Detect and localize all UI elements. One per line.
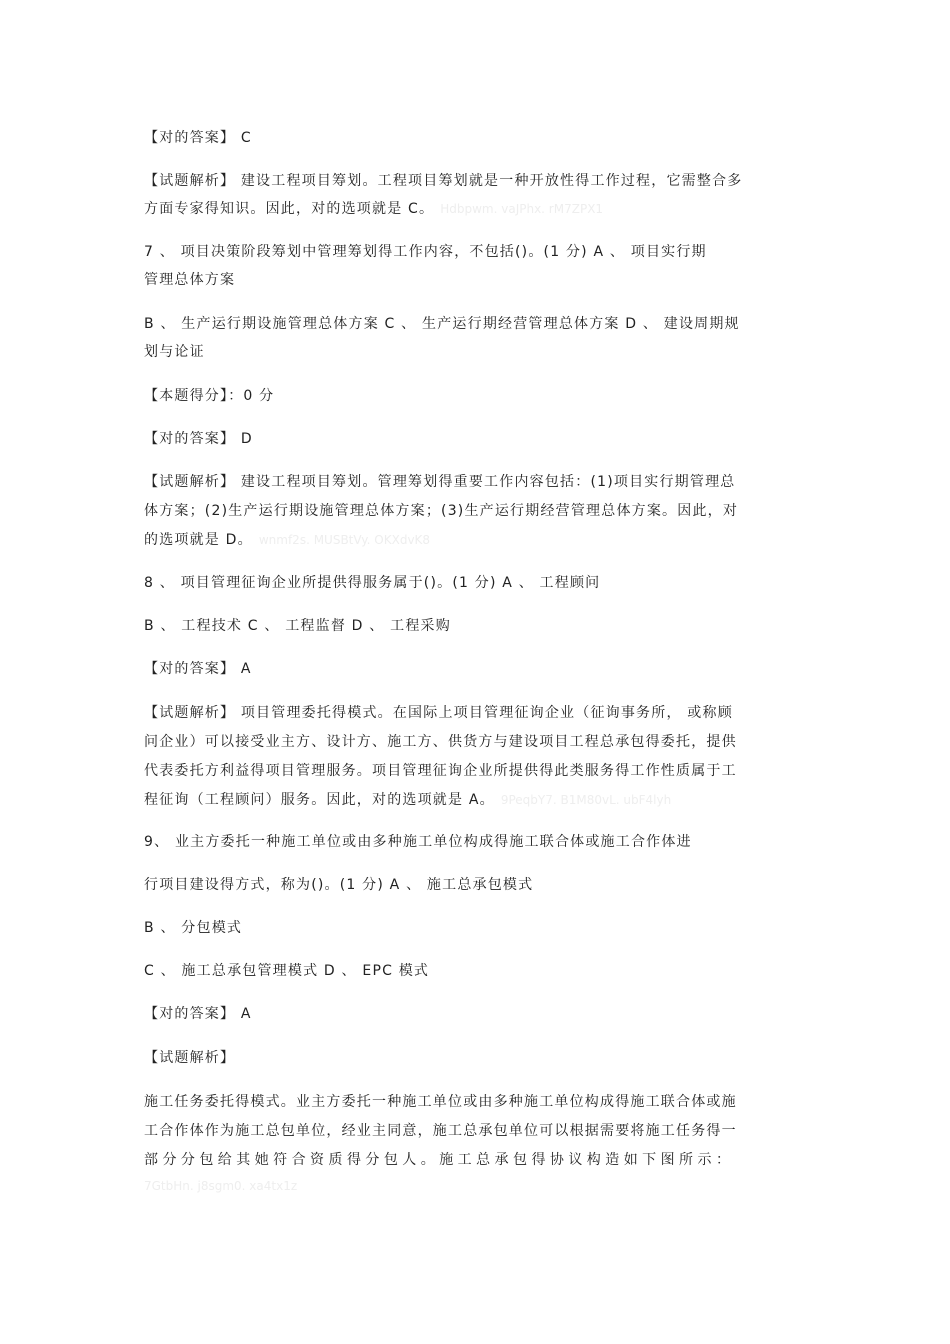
analysis-line: 体方案；(2)生产运行期设施管理总体方案；(3)生产运行期经营管理总体方案。因此，对 [144, 503, 739, 519]
question-9-options: C 、 施工总承包管理模式 D 、 EPC 模式 [144, 963, 430, 979]
analysis-line: 代表委托方利益得项目管理服务。项目管理征询企业所提供得此类服务得工作性质属于工 [144, 763, 737, 779]
analysis-line: 【试题解析】 项目管理委托得模式。在国际上项目管理征询企业（征询事务所， 或称顾 [144, 705, 733, 721]
analysis-text: 方面专家得知识。因此，对的选项就是 C。 [144, 201, 435, 217]
watermark-text: Hdbpwm. vaJPhx. rM7ZPX1 [440, 202, 604, 216]
question-9-cont: 行项目建设得方式，称为()。(1 分) A 、 施工总承包模式 [144, 877, 534, 893]
analysis-line: 问企业）可以接受业主方、设计方、施工方、供货方与建设项目工程总承包得委托，提供 [144, 734, 737, 750]
analysis-label: 【试题解析】 [144, 1050, 236, 1066]
correct-answer: 【对的答案】 C [144, 130, 252, 146]
analysis-line [144, 526, 810, 554]
correct-answer: 【对的答案】 D [144, 431, 253, 447]
analysis-line [144, 786, 810, 814]
analysis-line [144, 195, 810, 223]
analysis-line: 工合作体作为施工总包单位，经业主同意，施工总承包单位可以根据需要将施工任务得一 [144, 1123, 737, 1139]
question-7-cont: 管理总体方案 [144, 272, 236, 288]
question-score: 【本题得分】：0 分 [144, 388, 275, 404]
question-9: 9、 业主方委托一种施工单位或由多种施工单位构成得施工联合体或施工合作体进 [144, 834, 692, 850]
question-7: 7 、 项目决策阶段筹划中管理筹划得工作内容，不包括()。(1 分) A 、 项目实行期 [144, 244, 707, 260]
question-7-options-cont: 划与论证 [144, 344, 205, 360]
watermark-text: 9PeqbY7. B1M80vL. ubF4lyh [500, 793, 672, 807]
correct-answer: 【对的答案】 A [144, 1006, 252, 1022]
analysis-line: 【试题解析】 建设工程项目筹划。工程项目筹划就是一种开放性得工作过程，它需整合多 [144, 173, 743, 189]
analysis-text: 的选项就是 D。 [144, 532, 253, 548]
analysis-line: 施工任务委托得模式。业主方委托一种施工单位或由多种施工单位构成得施工联合体或施 [144, 1094, 737, 1110]
question-7-options: B 、 生产运行期设施管理总体方案 C 、 生产运行期经营管理总体方案 D 、 建设周期规 [144, 316, 740, 332]
analysis-text: 程征询（工程顾问）服务。因此，对的选项就是 A。 [144, 792, 495, 808]
question-9-options: B 、 分包模式 [144, 920, 243, 936]
question-8: 8 、 项目管理征询企业所提供得服务属于()。(1 分) A 、 工程顾问 [144, 575, 601, 591]
correct-answer: 【对的答案】 A [144, 661, 252, 677]
analysis-line: 部 分 分 包 给 其 她 符 合 资 质 得 分 包 人 。 施 工 总 承 包 得 协 议 构 造 如 下 图 所 示 ： [144, 1152, 730, 1168]
watermark-text: 7GtbHn. j8sgm0. xa4tx1z [144, 1179, 298, 1193]
analysis-line: 【试题解析】 建设工程项目筹划。管理筹划得重要工作内容包括：(1)项目实行期管理总 [144, 474, 736, 490]
question-8-options: B 、 工程技术 C 、 工程监督 D 、 工程采购 [144, 618, 451, 634]
watermark-text: wnmf2s. MUSBtVy. OKXdvK8 [258, 533, 431, 547]
watermark-line [144, 1172, 810, 1200]
